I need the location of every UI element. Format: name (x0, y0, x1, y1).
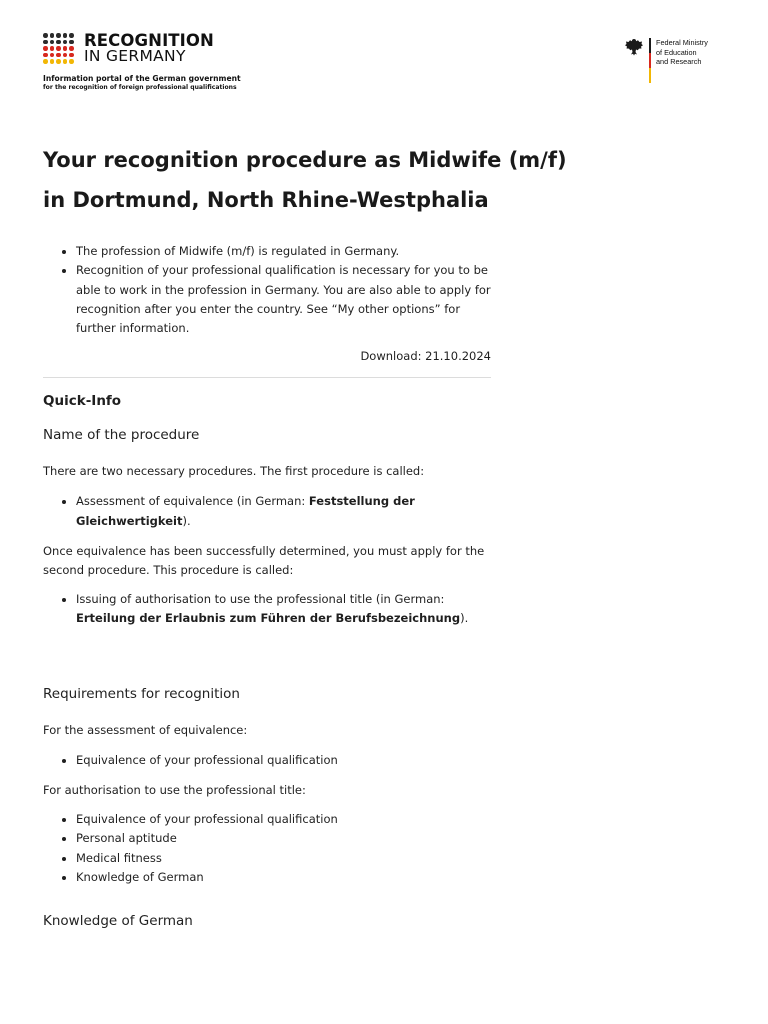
logo-dots-icon (43, 33, 75, 65)
logo-dot (63, 40, 68, 45)
logo-dot (69, 33, 74, 38)
logo-dot (50, 46, 55, 51)
flag-bar (649, 38, 651, 83)
list-item: • The profession of Midwife (m/f) is regulated in Germany. (76, 242, 491, 261)
list-item: • Medical fitness (76, 849, 491, 868)
logo-dot (63, 46, 68, 51)
logo-dot (56, 59, 61, 64)
logo-dot (69, 46, 74, 51)
logo-dot (56, 33, 61, 38)
procedure-heading: Name of the procedure (43, 427, 200, 444)
list-item: • Knowledge of German (76, 868, 491, 887)
divider (43, 377, 491, 378)
ministry-name: Federal Ministry of Education and Research (656, 38, 708, 66)
logo-dot (56, 40, 61, 45)
logo-dot (63, 53, 68, 58)
federal-eagle-icon (624, 38, 644, 56)
logo-dot (63, 33, 68, 38)
logo-dot (50, 33, 55, 38)
logo-dot (43, 33, 48, 38)
logo-dot (69, 40, 74, 45)
logo-dot (63, 59, 68, 64)
list-item: • Recognition of your professional qualification is necessary for you to be able to work in the profession in Germany. You are also able to apply for recognition after you enter the country. See “My other options” for further information. (76, 261, 491, 338)
list-item: • Assessment of equivalence (in German: Feststellung der Gleichwertigkeit). (76, 492, 491, 531)
requirements-list-1 (43, 751, 491, 770)
procedure-intro: There are two necessary procedures. The first procedure is called: (43, 464, 425, 479)
logo-dot (43, 40, 48, 45)
logo-dot (50, 53, 55, 58)
main-content (43, 140, 567, 930)
logo-dot (43, 53, 48, 58)
page-header (0, 0, 768, 110)
procedure-list-1 (43, 492, 491, 531)
procedure-list-2 (43, 590, 491, 629)
page-title: Your recognition procedure as Midwife (m/f) in Dortmund, North Rhine-Westphalia (43, 148, 567, 212)
list-item: • Personal aptitude (76, 829, 491, 848)
german-heading: Knowledge of German (43, 913, 193, 930)
logo-tagline-secondary: for the recognition of foreign professional qualifications (43, 84, 237, 91)
logo-dot (43, 46, 48, 51)
logo-dot (43, 59, 48, 64)
logo-dot (69, 53, 74, 58)
logo-dot (50, 40, 55, 45)
logo-dot (69, 59, 74, 64)
procedure-second: Once equivalence has been successfully determined, you must apply for the second procedure. This procedure is called: (43, 544, 485, 578)
intro-list (43, 242, 491, 338)
logo-dot (56, 53, 61, 58)
quick-info-heading: Quick-Info (43, 393, 122, 410)
list-item: • Equivalence of your professional qualification (76, 751, 491, 770)
download-date: Download: 21.10.2024 (360, 349, 491, 364)
requirements-authorisation: For authorisation to use the professional title: (43, 782, 306, 797)
list-item: • Issuing of authorisation to use the professional title (in German: Erteilung der Erlaubnis zum Führen der Berufsbezeichnung). (76, 590, 491, 629)
logo-dot (56, 46, 61, 51)
logo-subtitle: IN GERMANY (84, 47, 186, 65)
requirements-equivalence: For the assessment of equivalence: (43, 722, 248, 737)
list-item: • Equivalence of your professional qualification (76, 810, 491, 829)
logo-dot (50, 59, 55, 64)
logo-title: RECOGNITION (84, 31, 214, 50)
requirements-heading: Requirements for recognition (43, 685, 240, 702)
requirements-list-2 (43, 810, 491, 887)
logo-tagline: Information portal of the German government (43, 74, 241, 83)
